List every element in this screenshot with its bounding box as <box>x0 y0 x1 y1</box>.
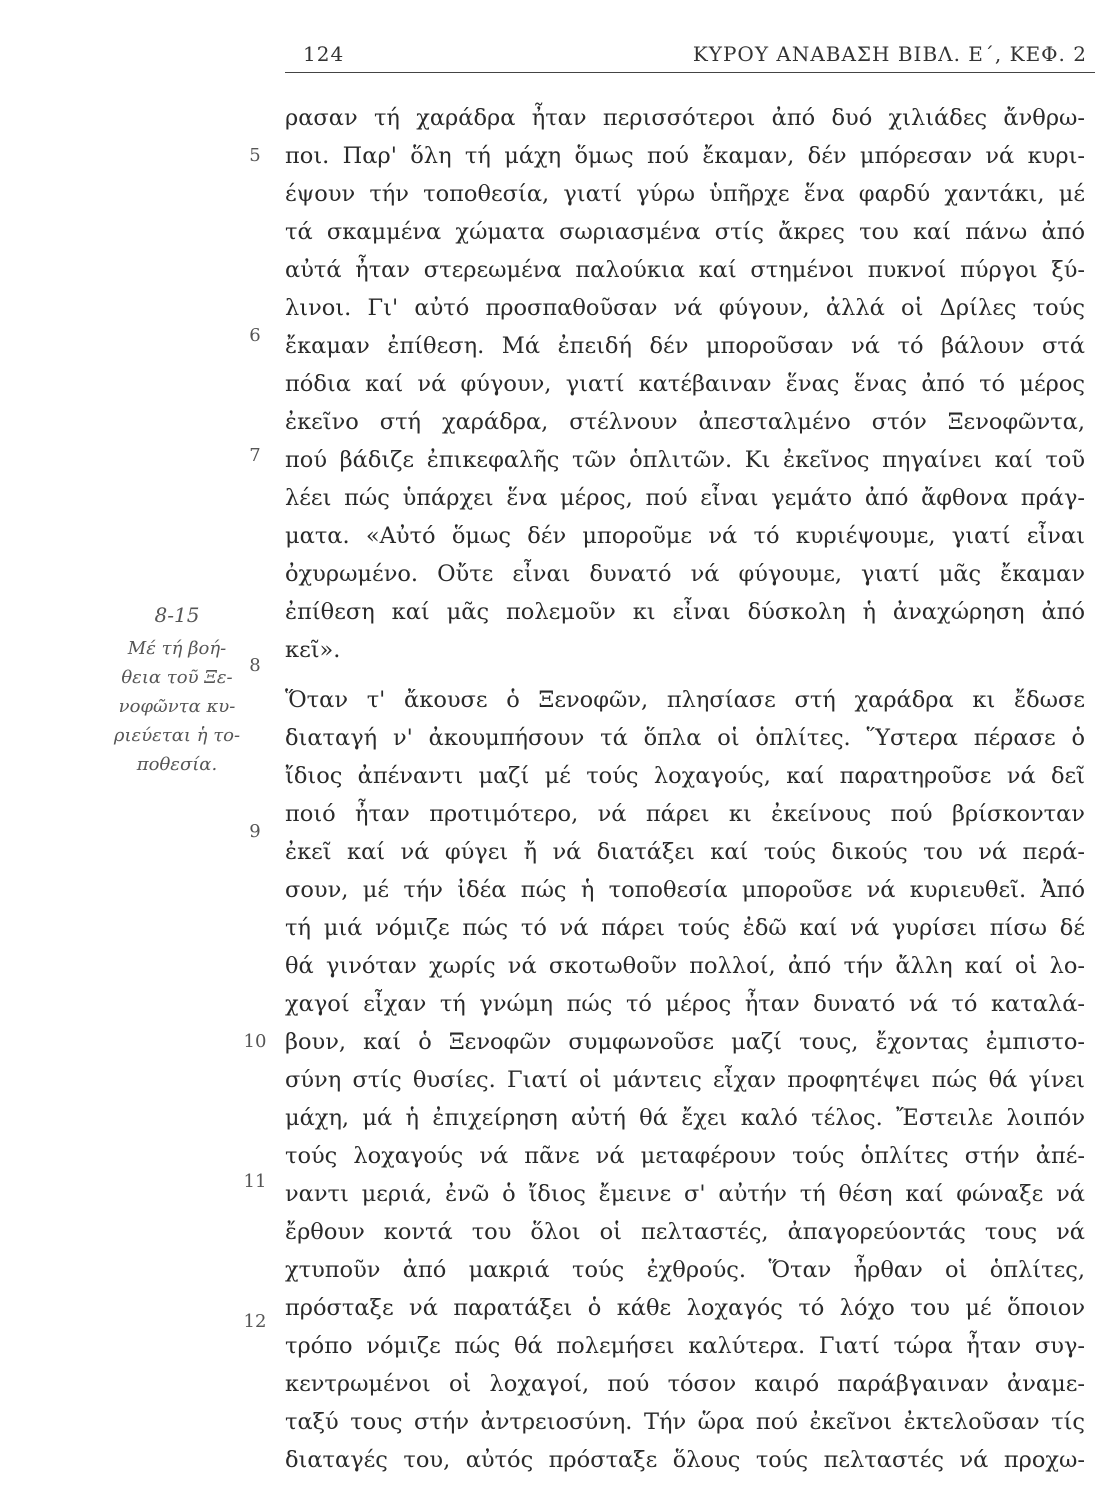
section-number: 12 <box>243 1311 267 1332</box>
text-line: τά σκαμμένα χώματα σωριασμένα στίς ἄκρες του καί πάνω ἀπό <box>285 219 1085 245</box>
section-number: 10 <box>243 1031 267 1052</box>
margin-note-line: θεια τοῦ Ξε- <box>121 667 233 688</box>
text-line: αὐτά ἦταν στερεωμένα παλούκια καί στημένοι πυκνοί πύργοι ξύ- <box>285 257 1085 283</box>
text-line: ἐκεῖ καί νά φύγει ἤ νά διατάξει καί τούς δικούς του νά περά- <box>285 839 1085 865</box>
text-line: ποιό ἦταν προτιμότερο, νά πάρει κι ἐκείνους πού βρίσκονταν <box>285 801 1085 827</box>
text-line: διαταγές του, αὐτός πρόσταξε ὅλους τούς πελταστές νά προχω- <box>285 1447 1085 1473</box>
text-line: διαταγή ν' ἀκουμπήσουν τά ὅπλα οἱ ὁπλίτες. Ὕστερα πέρασε ὁ <box>285 725 1085 751</box>
margin-note-line: ριεύεται ἡ το- <box>113 725 241 746</box>
text-line: πόδια καί νά φύγουν, γιατί κατέβαιναν ἕνας ἕνας ἀπό τό μέρος <box>285 371 1085 397</box>
text-line: ναντι μεριά, ἐνῶ ὁ ἴδιος ἔμεινε σ' αὐτήν τή θέση καί φώναξε νά <box>285 1181 1085 1207</box>
text-line: ἔκαμαν ἐπίθεση. Μά ἐπειδή δέν μποροῦσαν νά τό βάλουν στά <box>285 333 1085 359</box>
text-line: πρόσταξε νά παρατάξει ὁ κάθε λοχαγός τό λόχο του μέ ὅποιον <box>285 1295 1085 1321</box>
margin-note-range: 8-15 <box>154 603 200 627</box>
margin-note-line: ποθεσία. <box>136 754 218 775</box>
running-title: ΚΥΡΟΥ ΑΝΑΒΑΣΗ ΒΙΒΛ. Ε΄, ΚΕΦ. 2 <box>692 42 1087 66</box>
text-line: ἐπίθεση καί μᾶς πολεμοῦν κι εἶναι δύσκολη ἡ ἀναχώρηση ἀπό <box>285 599 1085 625</box>
margin-note-line: νοφῶντα κυ- <box>118 696 236 717</box>
page-header <box>0 0 1102 90</box>
text-line: τή μιά νόμιζε πώς τό νά πάρει τούς ἐδῶ καί νά γυρίσει πίσω δέ <box>285 915 1085 941</box>
section-number: 7 <box>249 445 261 466</box>
text-line: μάχη, μά ἡ ἐπιχείρηση αὐτή θά ἔχει καλό τέλος. Ἔστειλε λοιπόν <box>285 1105 1085 1131</box>
text-line: κεῖ». <box>285 637 341 663</box>
text-line: ὀχυρωμένο. Οὔτε εἶναι δυνατό νά φύγουμε, γιατί μᾶς ἔκαμαν <box>285 561 1085 587</box>
margin-note-line: Μέ τή βοή- <box>127 638 227 659</box>
text-line: τρόπο νόμιζε πώς θά πολεμήσει καλύτερα. Γιατί τώρα ἦταν συγ- <box>285 1333 1085 1359</box>
section-number: 5 <box>249 145 261 166</box>
text-line: σύνη στίς θυσίες. Γιατί οἱ μάντεις εἶχαν προφητέψει πώς θά γίνει <box>285 1067 1085 1093</box>
text-line: ταξύ τους στήν ἀντρειοσύνη. Τήν ὥρα πού ἐκεῖνοι ἐκτελοῦσαν τίς <box>285 1409 1085 1435</box>
section-number: 8 <box>249 655 261 676</box>
text-line: ματα. «Αὐτό ὅμως δέν μποροῦμε νά τό κυριέψουμε, γιατί εἶναι <box>285 523 1085 549</box>
text-line: Ὅταν τ' ἄκουσε ὁ Ξενοφῶν, πλησίασε στή χαράδρα κι ἔδωσε <box>285 687 1085 713</box>
text-line: ἔρθουν κοντά του ὅλοι οἱ πελταστές, ἀπαγορεύοντάς τους νά <box>285 1219 1085 1245</box>
header-rule <box>285 72 1095 73</box>
text-line: θά γινόταν χωρίς νά σκοτωθοῦν πολλοί, ἀπό τήν ἄλλη καί οἱ λο- <box>285 953 1085 979</box>
margin-note <box>112 600 242 779</box>
section-number: 11 <box>243 1171 267 1192</box>
text-line: πού βάδιζε ἐπικεφαλῆς τῶν ὁπλιτῶν. Κι ἐκεῖνος πηγαίνει καί τοῦ <box>285 447 1085 473</box>
text-line: χτυποῦν ἀπό μακριά τούς ἐχθρούς. Ὅταν ἦρθαν οἱ ὁπλίτες, <box>285 1257 1085 1283</box>
section-number: 9 <box>249 821 261 842</box>
text-line: κεντρωμένοι οἱ λοχαγοί, πού τόσον καιρό παράβγαιναν ἀναμε- <box>285 1371 1085 1397</box>
text-line: έψουν τήν τοποθεσία, γιατί γύρω ὑπῆρχε ἕνα φαρδύ χαντάκι, μέ <box>285 181 1085 207</box>
text-line: βουν, καί ὁ Ξενοφῶν συμφωνοῦσε μαζί τους, ἔχοντας ἐμπιστο- <box>285 1029 1085 1055</box>
text-line: λέει πώς ὑπάρχει ἕνα μέρος, πού εἶναι γεμάτο ἀπό ἄφθονα πράγ- <box>285 485 1085 511</box>
text-line: ρασαν τή χαράδρα ἦταν περισσότεροι ἀπό δυό χιλιάδες ἄνθρω- <box>285 105 1085 131</box>
section-number: 6 <box>249 325 261 346</box>
text-line: τούς λοχαγούς νά πᾶνε νά μεταφέρουν τούς ὁπλίτες στήν ἀπέ- <box>285 1143 1085 1169</box>
text-line: λινοι. Γι' αὐτό προσπαθοῦσαν νά φύγουν, ἀλλά οἱ Δρίλες τούς <box>285 295 1085 321</box>
text-line: ἐκεῖνο στή χαράδρα, στέλνουν ἀπεσταλμένο στόν Ξενοφῶντα, <box>285 409 1085 435</box>
text-line: ἴδιος ἀπέναντι μαζί μέ τούς λοχαγούς, καί παρατηροῦσε νά δεῖ <box>285 763 1085 789</box>
page-number: 124 <box>303 42 345 66</box>
text-line: χαγοί εἶχαν τή γνώμη πώς τό μέρος ἦταν δυνατό νά τό καταλά- <box>285 991 1085 1017</box>
text-line: σουν, μέ τήν ἰδέα πώς ἡ τοποθεσία μποροῦσε νά κυριευθεῖ. Ἀπό <box>285 877 1085 903</box>
text-line: ποι. Παρ' ὅλη τή μάχη ὅμως πού ἔκαμαν, δέν μπόρεσαν νά κυρι- <box>285 143 1085 169</box>
